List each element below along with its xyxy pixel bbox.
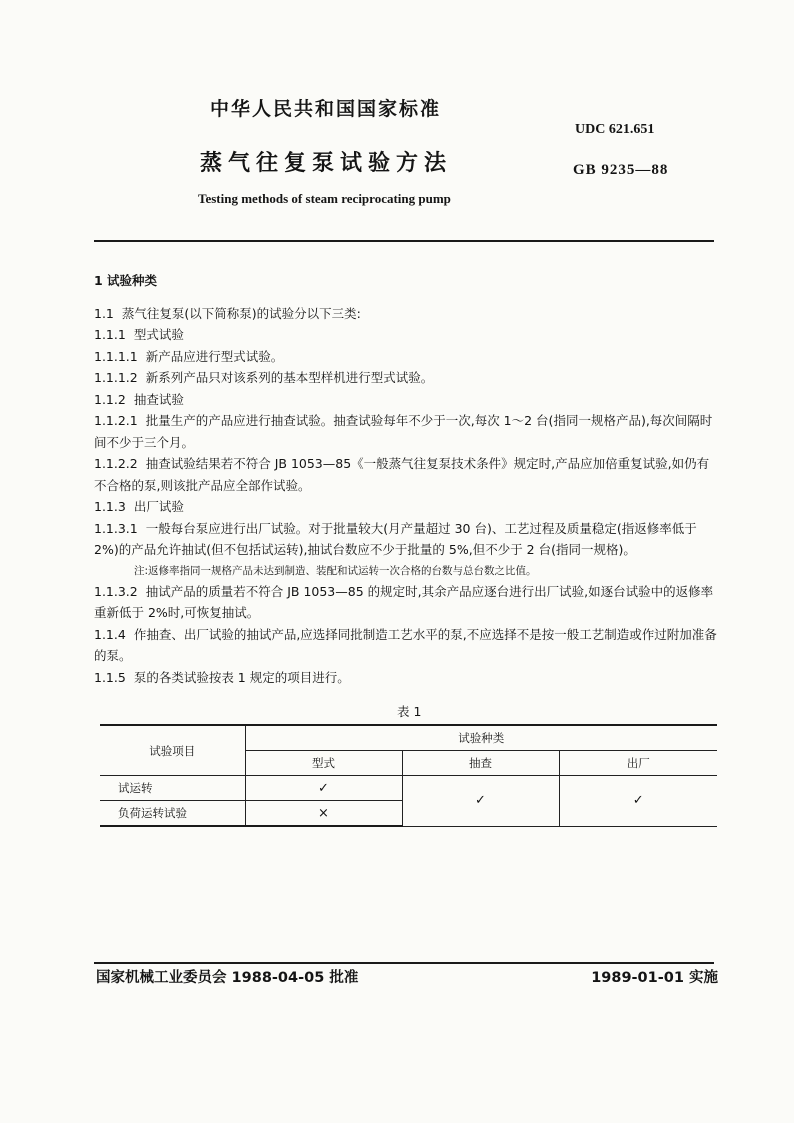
test-items-table (100, 724, 717, 827)
clause-text: 作抽查、出厂试验的抽试产品,应选择同批制造工艺水平的泵,不应选择不是按一般工艺制造或作过附加准备的泵。 (94, 626, 717, 663)
clause-1-1-5 (94, 667, 720, 689)
clause-1-1-3-1 (94, 518, 720, 561)
clause-text: 批量生产的产品应进行抽查试验。抽查试验每年不少于一次,每次 1～2 台(指同一规格产品),每次间隔时间不少于三个月。 (94, 413, 713, 450)
body-content (94, 270, 720, 688)
clause-number: 1.1.3.2 (94, 583, 138, 599)
clause-1-1-2 (94, 389, 720, 411)
udc-code: UDC 621.651 (575, 122, 655, 137)
header-type-test: 型式 (245, 751, 402, 776)
section-title: 1 试验种类 (94, 273, 158, 288)
clause-1-1-3 (94, 496, 720, 518)
clause-number: 1.1 (94, 305, 114, 321)
gb-code: GB 9235—88 (573, 162, 669, 178)
clause-1-1-2-2 (94, 453, 720, 496)
clause-text: 抽查试验结果若不符合 JB 1053—85《一般蒸气往复泵技术条件》规定时,产品应加倍重复试验,如仍有不合格的泵,则该批产品应全部作试验。 (94, 456, 710, 493)
spot-test-mark: ✓ (402, 776, 559, 827)
clause-text: 一般每台泵应进行出厂试验。对于批量较大(月产量超过 30 台)、工艺过程及质量稳定(指返修率低于 2%)的产品允许抽试(但不包括试运转),抽试台数应不少于批量的 5%,但不少于 2 台(指同一规格)。 (94, 520, 697, 557)
clause-number: 1.1.1.2 (94, 370, 138, 385)
clause-1-1-2-1 (94, 410, 720, 453)
clause-1-1-4 (94, 624, 720, 667)
table-caption: 表 1 (397, 704, 422, 719)
clause-text: 抽试产品的质量若不符合 JB 1053—85 的规定时,其余产品应逐台进行出厂试验,如逐台试验中的返修率重新低于 2%时,可恢复抽试。 (94, 583, 714, 620)
type-test-mark: × (245, 801, 402, 827)
approval-text: 国家机械工业委员会 1988-04-05 批准 (96, 970, 359, 986)
clause-number: 1.1.3.1 (94, 520, 138, 536)
document-title: 蒸气往复泵试验方法 (200, 151, 453, 176)
clause-number: 1.1.3 (94, 499, 126, 514)
implementation-date: 1989-01-01 实施 (591, 970, 718, 986)
clause-number: 1.1.2.1 (94, 413, 138, 428)
clause-text: 泵的各类试验按表 1 规定的项目进行。 (133, 669, 350, 685)
header-spot-test: 抽查 (402, 751, 559, 776)
clause-number: 1.1.1.1 (94, 348, 138, 364)
clause-number: 1.1.2 (94, 391, 126, 407)
clause-text: 型式试验 (133, 327, 184, 342)
clause-1-1-3-2 (94, 581, 720, 624)
clause-text: 新产品应进行型式试验。 (145, 348, 284, 364)
clause-1-1 (94, 303, 720, 325)
type-test-mark: ✓ (245, 776, 402, 801)
clause-1-1-1 (94, 324, 720, 346)
header-rule (94, 240, 714, 242)
clause-text: 新系列产品只对该系列的基本型样机进行型式试验。 (145, 370, 434, 385)
factory-test-mark: ✓ (559, 776, 717, 827)
clause-text: 出厂试验 (133, 499, 184, 514)
row-item: 负荷运转试验 (100, 801, 245, 827)
clause-text: 蒸气往复泵(以下简称泵)的试验分以下三类: (121, 305, 361, 321)
clause-number: 1.1.5 (94, 669, 126, 685)
clause-number: 1.1.2.2 (94, 456, 138, 471)
clause-1-1-1-1 (94, 346, 720, 368)
clause-1-1-1-2 (94, 367, 720, 389)
row-item: 试运转 (100, 776, 245, 801)
header-test-item: 试验项目 (100, 725, 245, 776)
clause-text: 抽查试验 (133, 391, 184, 407)
note: 注:返修率指同一规格产品未达到制造、装配和试运转一次合格的台数与总台数之比值。 (134, 564, 537, 577)
clause-number: 1.1.4 (94, 626, 126, 642)
table-header-row (100, 725, 717, 751)
english-title: Testing methods of steam reciprocating pump (198, 191, 451, 206)
table-row (100, 776, 717, 801)
standard-title: 中华人民共和国国家标准 (210, 98, 442, 120)
clause-number: 1.1.1 (94, 327, 126, 342)
header-factory-test: 出厂 (559, 751, 717, 776)
footer-rule (94, 962, 714, 964)
header-test-types: 试验种类 (245, 725, 717, 751)
